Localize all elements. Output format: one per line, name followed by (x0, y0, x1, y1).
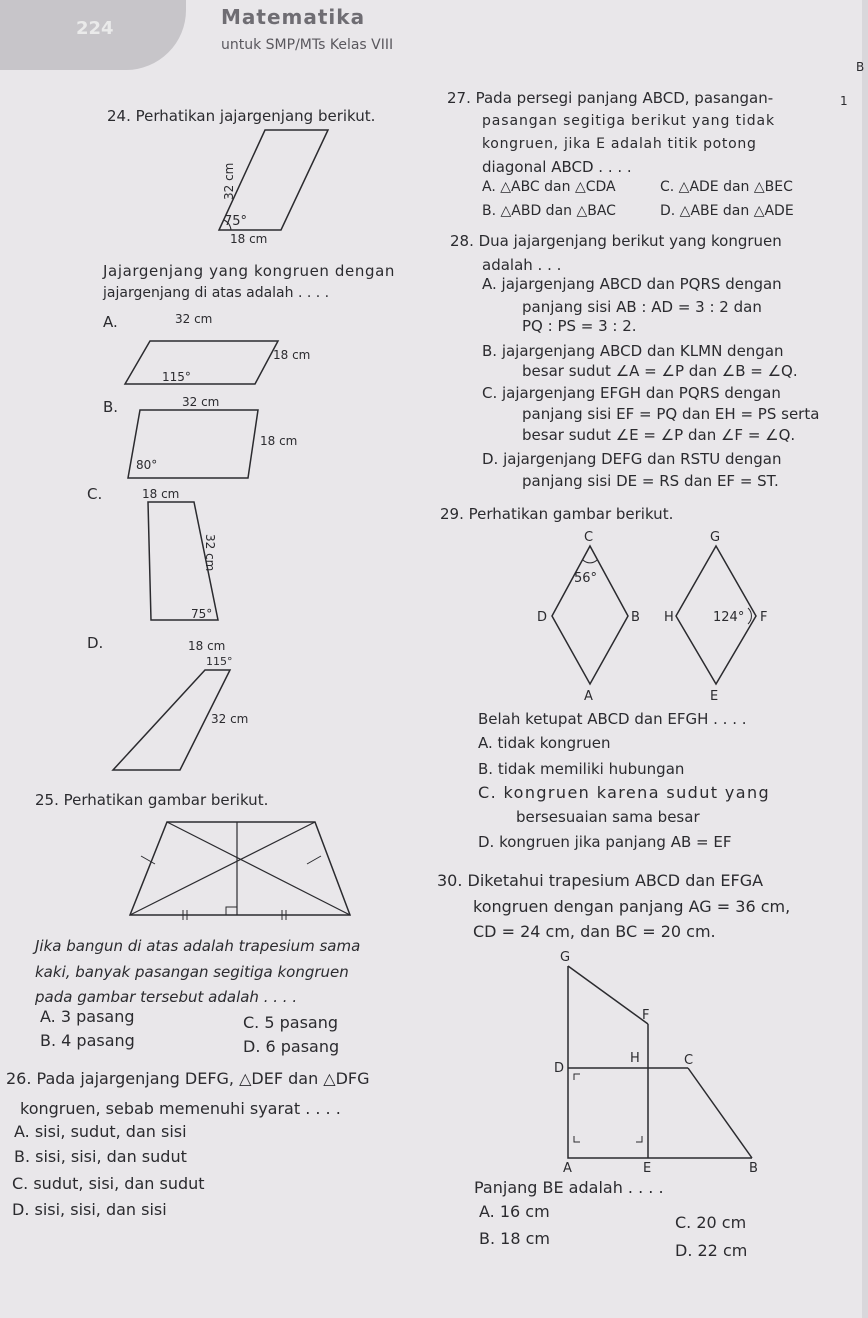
q24-a-angle: 115° (162, 370, 191, 384)
q25-question-3: pada gambar tersebut adalah . . . . (35, 988, 298, 1006)
q28-option-d-2: panjang sisi DE = RS dan EF = ST. (522, 472, 779, 490)
q30-option-b[interactable]: B. 18 cm (479, 1229, 550, 1248)
q29-figure (530, 528, 790, 706)
q28-option-a-3: PQ : PS = 3 : 2. (522, 317, 637, 335)
q28-option-c-2: panjang sisi EF = PQ dan EH = PS serta (522, 405, 820, 423)
book-subtitle: untuk SMP/MTs Kelas VIII (221, 37, 394, 53)
q28-question-1: 28. Dua jajargenjang berikut yang kongruen (450, 232, 782, 250)
q24-d-top: 18 cm (188, 639, 226, 653)
q26-question-1: 26. Pada jajargenjang DEFG, △DEF dan △DFG (6, 1069, 370, 1088)
q27-question-4: diagonal ABCD . . . . (482, 158, 632, 176)
q25-stem: 25. Perhatikan gambar berikut. (35, 791, 269, 809)
q29-label-h: H (664, 610, 674, 625)
q30-option-c[interactable]: C. 20 cm (675, 1213, 747, 1232)
q29-label-d: D (537, 610, 548, 625)
q25-question-2: kaki, banyak pasangan segitiga kongruen (35, 963, 349, 981)
q30-option-a[interactable]: A. 16 cm (479, 1202, 550, 1221)
q29-angle-124: 124° (713, 610, 745, 625)
q30-label-g: G (560, 950, 571, 965)
q24-c-side: 32 cm (203, 534, 217, 572)
q24-question-1: Jajargenjang yang kongruen dengan (103, 262, 395, 280)
q27-option-c[interactable]: C. △ADE dan △BEC (660, 179, 793, 195)
q30-option-d[interactable]: D. 22 cm (675, 1241, 748, 1260)
q26-option-a[interactable]: A. sisi, sudut, dan sisi (14, 1122, 187, 1141)
q30-label-c: C (684, 1053, 694, 1068)
q25-figure (125, 818, 355, 923)
q29-label-g: G (710, 530, 721, 545)
q29-label-f: F (760, 610, 768, 625)
q27-question-1: 27. Pada persegi panjang ABCD, pasangan- (447, 89, 774, 107)
q28-option-d-1[interactable]: D. jajargenjang DEFG dan RSTU dengan (482, 450, 782, 468)
q30-label-f: F (642, 1008, 650, 1023)
q29-option-a[interactable]: A. tidak kongruen (478, 734, 611, 752)
q25-option-b[interactable]: B. 4 pasang (40, 1031, 135, 1050)
q24-b-angle: 80° (136, 458, 158, 472)
q27-option-d[interactable]: D. △ABE dan △ADE (660, 203, 794, 219)
q24-fig-base: 18 cm (230, 232, 268, 246)
q24-option-a-figure[interactable] (110, 306, 320, 391)
q27-question-2: pasangan segitiga berikut yang tidak (482, 113, 776, 129)
q30-figure (540, 948, 780, 1176)
q30-question-2: kongruen dengan panjang AG = 36 cm, (473, 897, 791, 916)
q25-question-1: Jika bangun di atas adalah trapesium sama (35, 937, 361, 955)
q28-option-a-1[interactable]: A. jajargenjang ABCD dan PQRS dengan (482, 275, 782, 293)
q25-option-a[interactable]: A. 3 pasang (40, 1007, 135, 1026)
q24-c-top: 18 cm (142, 487, 180, 501)
q29-label-b: B (631, 610, 640, 625)
book-title: Matematika (221, 5, 366, 29)
q30-label-a: A (563, 1161, 572, 1176)
q24-option-b-letter[interactable]: B. (103, 398, 119, 416)
q26-option-b[interactable]: B. sisi, sisi, dan sudut (14, 1147, 187, 1166)
q29-stem: 29. Perhatikan gambar berikut. (440, 505, 674, 523)
q24-b-side: 18 cm (260, 434, 298, 448)
q24-option-b-figure[interactable] (110, 392, 320, 482)
q28-option-c-3: besar sudut ∠E = ∠P dan ∠F = ∠Q. (522, 426, 796, 444)
q24-option-d-figure[interactable] (110, 630, 270, 775)
q29-label-a: A (584, 689, 593, 704)
q24-fig-angle: 75° (224, 214, 248, 229)
q24-fig-side: 32 cm (222, 162, 236, 200)
q29-question: Belah ketupat ABCD dan EFGH . . . . (478, 710, 747, 728)
q29-option-b[interactable]: B. tidak memiliki hubungan (478, 760, 685, 778)
q24-stem: 24. Perhatikan jajargenjang berikut. (107, 107, 376, 125)
q30-question-1: 30. Diketahui trapesium ABCD dan EFGA (437, 871, 764, 890)
q29-angle-56: 56° (574, 571, 598, 586)
q24-a-side: 18 cm (273, 348, 311, 362)
q27-question-3: kongruen, jika E adalah titik potong (482, 136, 757, 152)
q30-question-3: CD = 24 cm, dan BC = 20 cm. (473, 922, 716, 941)
q24-option-d-letter[interactable]: D. (87, 634, 104, 652)
q29-option-c-1[interactable]: C. kongruen karena sudut yang (478, 783, 771, 802)
q26-question-2: kongruen, sebab memenuhi syarat . . . . (20, 1099, 341, 1118)
q29-label-c: C (584, 530, 594, 545)
q28-option-c-1[interactable]: C. jajargenjang EFGH dan PQRS dengan (482, 384, 781, 402)
q28-question-2: adalah . . . (482, 256, 562, 274)
next-page-edge (862, 0, 868, 1318)
q24-a-top: 32 cm (175, 312, 213, 326)
q27-option-b[interactable]: B. △ABD dan △BAC (482, 203, 616, 219)
q26-option-d[interactable]: D. sisi, sisi, dan sisi (12, 1200, 167, 1219)
q30-label-h: H (630, 1051, 640, 1066)
edge-number: 1 (840, 94, 848, 108)
q30-label-d: D (554, 1061, 565, 1076)
q24-question-2: jajargenjang di atas adalah . . . . (103, 285, 330, 301)
edge-letter: B (856, 60, 865, 74)
q24-b-top: 32 cm (182, 395, 220, 409)
q30-question: Panjang BE adalah . . . . (474, 1178, 664, 1197)
q30-label-e: E (643, 1161, 652, 1176)
page-number: 224 (76, 18, 114, 39)
q28-option-b-2: besar sudut ∠A = ∠P dan ∠B = ∠Q. (522, 362, 798, 380)
q24-c-angle: 75° (191, 607, 213, 621)
q25-option-d[interactable]: D. 6 pasang (243, 1037, 340, 1056)
q24-d-angle: 115° (206, 655, 233, 668)
q29-label-e: E (710, 689, 719, 704)
q28-option-b-1[interactable]: B. jajargenjang ABCD dan KLMN dengan (482, 342, 784, 360)
q27-option-a[interactable]: A. △ABC dan △CDA (482, 179, 616, 195)
q24-option-c-figure[interactable] (110, 482, 250, 627)
q24-option-a-letter[interactable]: A. (103, 313, 118, 331)
q28-option-a-2: panjang sisi AB : AD = 3 : 2 dan (522, 298, 762, 316)
q29-option-d[interactable]: D. kongruen jika panjang AB = EF (478, 833, 732, 851)
q24-figure (200, 128, 350, 263)
q24-option-c-letter[interactable]: C. (87, 485, 103, 503)
q24-d-side: 32 cm (211, 712, 249, 726)
q30-label-b: B (749, 1161, 758, 1176)
q25-option-c[interactable]: C. 5 pasang (243, 1013, 339, 1032)
q26-option-c[interactable]: C. sudut, sisi, dan sudut (12, 1174, 205, 1193)
q29-option-c-2: bersesuaian sama besar (516, 808, 700, 826)
